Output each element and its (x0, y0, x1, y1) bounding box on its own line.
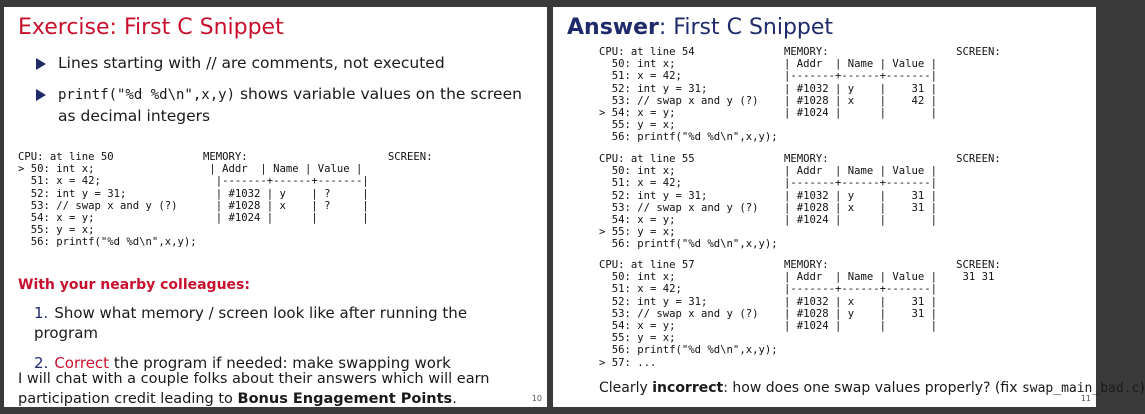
code-memory-block-2: CPU: at line 55 MEMORY: SCREEN: 50: int x; | Addr | Name | Value | 51: x = 42; |-------+------+-------| 52: int y = 31; | #1032 | y | 31 | 53: // swap x and y (?) | #1028 | x | 31 | 54: x = y; | #1024 | | | > 55: y = x; 56: printf("%d %d\n",x,y); (599, 153, 1001, 251)
item-text: the program if needed: make swapping work (109, 354, 451, 372)
bullet-text: Lines starting with // are comments, not executed (58, 54, 445, 72)
triangle-bullet-icon (36, 89, 46, 101)
slide-exercise (4, 7, 547, 407)
slide-title (18, 15, 284, 41)
bullet-item (36, 53, 536, 74)
triangle-bullet-icon (36, 58, 46, 70)
item-number: 2. (34, 354, 49, 372)
footer-code: swap_main_bad.c (1021, 381, 1140, 396)
bullet-item (36, 84, 536, 127)
title-accent: Exercise (18, 15, 110, 40)
closing-text: I will chat with a couple folks about their answers which will earn participation credit leading to (18, 371, 490, 407)
title-accent: Answer (567, 15, 659, 40)
closing-paragraph (18, 369, 538, 409)
slide-answer (553, 7, 1145, 407)
page-number: 10 (531, 394, 542, 403)
colleagues-heading: With your nearby colleagues: (18, 277, 250, 293)
slide-title (567, 15, 833, 41)
answer-footer (599, 380, 1145, 396)
page-number: 11 (1080, 394, 1091, 403)
closing-bold: Bonus Engagement Points (237, 391, 453, 407)
item-highlight: Correct (54, 354, 110, 372)
code-memory-block-1: CPU: at line 54 MEMORY: SCREEN: 50: int x; | Addr | Name | Value | 51: x = 42; |-------+------+-------| 52: int y = 31; | #1032 | y | 31 | 53: // swap x and y (?) | #1028 | x | 42 | > 54: x = y; | #1024 | | | 55: y = x; 56: printf("%d %d\n",x,y); (599, 46, 1001, 144)
item-text: Show what memory / screen look like after running the program (34, 304, 468, 342)
numbered-item (34, 303, 534, 343)
title-rest: : First C Snippet (109, 15, 284, 40)
footer-end: ) (1139, 380, 1145, 396)
title-rest: : First C Snippet (658, 15, 834, 40)
footer-mid: : how does one swap values properly? (fix (723, 380, 1022, 396)
closing-end: . (452, 391, 457, 407)
footer-bold: incorrect (652, 380, 724, 396)
bullet-text: shows variable values on the screen as decimal integers (58, 85, 522, 125)
bullet-code: printf("%d %d\n",x,y) (58, 87, 236, 103)
code-memory-block-3: CPU: at line 57 MEMORY: SCREEN: 50: int x; | Addr | Name | Value | 31 31 51: x = 42; |-------+------+-------| 52: int y = 31; | #1032 | x | 31 | 53: // swap x and y (?) | #1028 | y | 31 | 54: x = y; | #1024 | | | 55: y = x; 56: printf("%d %d\n",x,y); > 57: ... (599, 259, 1001, 369)
code-memory-block: CPU: at line 50 MEMORY: SCREEN: > 50: int x; | Addr | Name | Value | 51: x = 42; |-------+------+-------| 52: int y = 31; | #1032 | y | ? | 53: // swap x and y (?) | #1028 | x | ? | 54: x = y; | #1024 | | | 55: y = x; 56: printf("%d %d\n",x,y); (18, 151, 433, 249)
bullet-list (36, 53, 536, 137)
item-number: 1. (34, 304, 49, 322)
footer-text: Clearly (599, 380, 653, 396)
